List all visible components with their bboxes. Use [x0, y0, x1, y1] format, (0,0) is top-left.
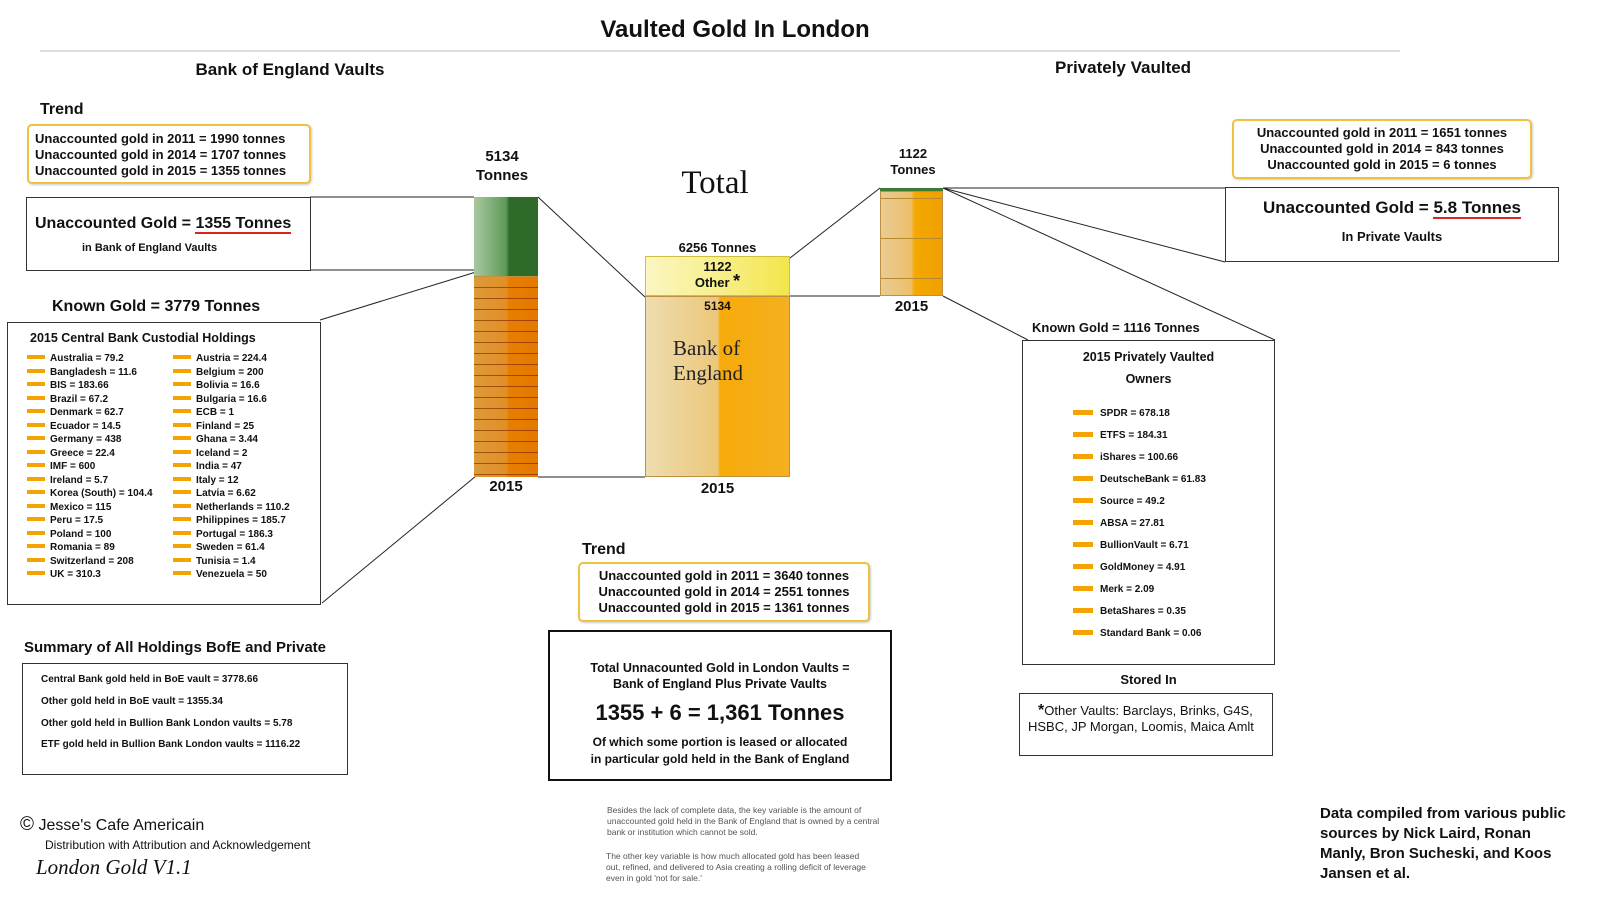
- boe-bar-top-label: 5134 Tonnes: [475, 148, 529, 184]
- holding-item: Brazil = 67.2: [27, 393, 153, 407]
- private-trend-2011: Unaccounted gold in 2011 = 1651 tonnes: [1256, 125, 1508, 140]
- legend-swatch-icon: [173, 571, 191, 575]
- legend-swatch-icon: [27, 409, 45, 413]
- legend-swatch-icon: [173, 450, 191, 454]
- holding-item: Korea (South) = 104.4: [27, 487, 153, 501]
- holding-item: Philippines = 185.7: [173, 514, 290, 528]
- total-box-formula: 1355 + 6 = 1,361 Tonnes: [595, 700, 845, 725]
- legend-swatch-icon: [173, 477, 191, 481]
- holding-item: Sweden = 61.4: [173, 541, 290, 555]
- private-unaccounted-sub: In Private Vaults: [1341, 229, 1443, 244]
- legend-swatch-icon: [1073, 454, 1093, 459]
- footnote-2: The other key variable is how much allocated gold has been leased out, refined, and delivered to Asia creating a rolling deficit of leverage even in gold 'not for sale.': [606, 851, 866, 883]
- legend-swatch-icon: [1073, 608, 1093, 613]
- holding-item: India = 47: [173, 460, 290, 474]
- summary-line-4: ETF gold held in Bullion Bank London vaults = 1116.22: [41, 739, 301, 750]
- private-bar-known-segment: [880, 191, 943, 296]
- legend-swatch-icon: [173, 463, 191, 467]
- legend-swatch-icon: [1073, 498, 1093, 503]
- legend-swatch-icon: [27, 504, 45, 508]
- page-title: Vaulted Gold In London: [600, 16, 870, 43]
- legend-swatch-icon: [27, 490, 45, 494]
- owner-item: iShares = 100.66: [1073, 447, 1206, 469]
- private-heading: Privately Vaulted: [1055, 58, 1192, 77]
- total-bar-year: 2015: [700, 480, 735, 497]
- holding-item: Portugal = 186.3: [173, 528, 290, 542]
- holding-item: Venezuela = 50: [173, 568, 290, 582]
- summary-box: [22, 663, 348, 775]
- boe-known-gold: Known Gold = 3779 Tonnes: [52, 298, 261, 315]
- total-bar-boe-segment: 5134 Bank of England: [645, 296, 790, 477]
- legend-swatch-icon: [27, 544, 45, 548]
- boe-unaccounted-value: 1355 Tonnes: [195, 215, 292, 232]
- total-unaccounted-box: [548, 630, 892, 781]
- holding-item: Ecuador = 14.5: [27, 420, 153, 434]
- holding-item: Poland = 100: [27, 528, 153, 542]
- owner-item: Source = 49.2: [1073, 491, 1206, 513]
- holding-item: IMF = 600: [27, 460, 153, 474]
- holding-item: Bulgaria = 16.6: [173, 393, 290, 407]
- holding-item: Denmark = 62.7: [27, 406, 153, 420]
- holding-item: Finland = 25: [173, 420, 290, 434]
- legend-swatch-icon: [173, 490, 191, 494]
- holding-item: Tunisia = 1.4: [173, 555, 290, 569]
- holding-item: Bolivia = 16.6: [173, 379, 290, 393]
- stored-asterisk-icon: *: [1038, 702, 1045, 719]
- legend-swatch-icon: [1073, 586, 1093, 591]
- copyright-icon: ©: [20, 814, 34, 835]
- legend-swatch-icon: [1073, 630, 1093, 635]
- legend-swatch-icon: [173, 531, 191, 535]
- private-known-gold: Known Gold = 1116 Tonnes: [1032, 320, 1200, 335]
- boe-unaccounted-prefix: Unaccounted Gold =: [35, 215, 196, 232]
- credit-name: Jesse's Cafe Americain: [38, 817, 205, 834]
- private-trend-2014: Unaccounted gold in 2014 = 843 tonnes: [1260, 141, 1504, 156]
- legend-swatch-icon: [27, 436, 45, 440]
- boe-heading: Bank of England Vaults: [195, 60, 385, 79]
- stored-in-box: [1019, 693, 1273, 756]
- summary-line-2: Other gold held in BoE vault = 1355.34: [41, 696, 223, 707]
- legend-swatch-icon: [173, 409, 191, 413]
- total-bar-other-segment: 1122 Other *: [645, 256, 790, 296]
- total-tonnes: 6256 Tonnes: [678, 240, 757, 255]
- private-owners-box: [1022, 340, 1275, 665]
- credit-distribution: Distribution with Attribution and Acknowledgement: [45, 838, 311, 852]
- summary-line-1: Central Bank gold held in BoE vault = 3778.66: [41, 674, 259, 685]
- stored-line-2: HSBC, JP Morgan, Loomis, Maica Amlt: [1028, 719, 1254, 734]
- holding-item: Netherlands = 110.2: [173, 501, 290, 515]
- private-unaccounted-box: [1225, 187, 1559, 262]
- boe-trend-label: Trend: [40, 101, 84, 118]
- owner-item: Standard Bank = 0.06: [1073, 623, 1206, 645]
- legend-swatch-icon: [1073, 542, 1093, 547]
- holding-item: Australia = 79.2: [27, 352, 153, 366]
- total-bar-other-label: Other: [694, 275, 730, 290]
- legend-swatch-icon: [1073, 476, 1093, 481]
- owner-item: BullionVault = 6.71: [1073, 535, 1206, 557]
- legend-swatch-icon: [1073, 520, 1093, 525]
- boe-holdings-col2: [173, 352, 290, 582]
- stored-in-label: Stored In: [1120, 672, 1177, 687]
- holding-item: Austria = 224.4: [173, 352, 290, 366]
- legend-swatch-icon: [173, 369, 191, 373]
- stored-line-1: Other Vaults: Barclays, Brinks, G4S,: [1044, 703, 1253, 718]
- holding-item: UK = 310.3: [27, 568, 153, 582]
- private-owners-list: [1073, 403, 1206, 645]
- legend-swatch-icon: [173, 355, 191, 359]
- boe-trend-2014: Unaccounted gold in 2014 = 1707 tonnes: [35, 147, 287, 162]
- legend-swatch-icon: [27, 517, 45, 521]
- boe-bar-year: 2015: [489, 478, 523, 495]
- summary-line-3: Other gold held in Bullion Bank London vaults = 5.78: [41, 718, 293, 729]
- owner-item: DeutscheBank = 61.83: [1073, 469, 1206, 491]
- private-unaccounted-prefix: Unaccounted Gold =: [1262, 198, 1434, 217]
- center-trend-box: [578, 562, 870, 622]
- legend-swatch-icon: [27, 450, 45, 454]
- holding-item: ECB = 1: [173, 406, 290, 420]
- legend-swatch-icon: [27, 531, 45, 535]
- owner-item: GoldMoney = 4.91: [1073, 557, 1206, 579]
- legend-swatch-icon: [173, 436, 191, 440]
- boe-trend-2015: Unaccounted gold in 2015 = 1355 tonnes: [35, 163, 287, 178]
- center-trend-2014: Unaccounted gold in 2014 = 2551 tonnes: [598, 584, 850, 599]
- holding-item: Bangladesh = 11.6: [27, 366, 153, 380]
- legend-swatch-icon: [27, 369, 45, 373]
- legend-swatch-icon: [173, 396, 191, 400]
- boe-holdings-title: 2015 Central Bank Custodial Holdings: [30, 331, 256, 345]
- owner-item: SPDR = 678.18: [1073, 403, 1206, 425]
- total-bar-boe-label: Bank of England: [673, 336, 743, 385]
- center-trend-label: Trend: [582, 541, 626, 558]
- legend-swatch-icon: [1073, 564, 1093, 569]
- legend-swatch-icon: [173, 558, 191, 562]
- private-owners-title: 2015 Privately Vaulted Owners: [1082, 350, 1215, 386]
- summary-heading: Summary of All Holdings BofE and Private: [24, 639, 326, 656]
- boe-bar-unaccounted-segment: [474, 197, 538, 276]
- boe-holdings-col1: [27, 352, 153, 582]
- owner-item: ABSA = 27.81: [1073, 513, 1206, 535]
- owner-item: BetaShares = 0.35: [1073, 601, 1206, 623]
- center-trend-2015: Unaccounted gold in 2015 = 1361 tonnes: [598, 600, 850, 615]
- boe-unaccounted-box: [26, 197, 311, 271]
- total-label: Total: [681, 165, 749, 201]
- holding-item: Germany = 438: [27, 433, 153, 447]
- owner-item: Merk = 2.09: [1073, 579, 1206, 601]
- legend-swatch-icon: [27, 396, 45, 400]
- legend-swatch-icon: [173, 517, 191, 521]
- boe-trend-2011: Unaccounted gold in 2011 = 1990 tonnes: [35, 131, 286, 146]
- legend-swatch-icon: [1073, 432, 1093, 437]
- holding-item: Mexico = 115: [27, 501, 153, 515]
- legend-swatch-icon: [27, 355, 45, 359]
- holding-item: Italy = 12: [173, 474, 290, 488]
- holding-item: Romania = 89: [27, 541, 153, 555]
- legend-swatch-icon: [173, 382, 191, 386]
- holding-item: Greece = 22.4: [27, 447, 153, 461]
- legend-swatch-icon: [27, 382, 45, 386]
- boe-unaccounted-sub: in Bank of England Vaults: [82, 242, 218, 254]
- boe-trend-box: [27, 124, 311, 184]
- owner-item: ETFS = 184.31: [1073, 425, 1206, 447]
- asterisk-icon: *: [733, 271, 741, 291]
- holding-item: Ireland = 5.7: [27, 474, 153, 488]
- holding-item: Belgium = 200: [173, 366, 290, 380]
- legend-swatch-icon: [27, 558, 45, 562]
- legend-swatch-icon: [173, 544, 191, 548]
- center-trend-2011: Unaccounted gold in 2011 = 3640 tonnes: [598, 568, 850, 583]
- legend-swatch-icon: [27, 477, 45, 481]
- credit-version: London Gold V1.1: [36, 855, 192, 879]
- legend-swatch-icon: [173, 504, 191, 508]
- boe-holdings-box: [7, 322, 321, 605]
- total-box-note: Of which some portion is leased or allocated in particular gold held in the Bank of England: [590, 735, 850, 766]
- holding-item: Peru = 17.5: [27, 514, 153, 528]
- total-box-heading: Total Unnacounted Gold in London Vaults = Bank of England Plus Private Vaults: [590, 661, 850, 691]
- boe-bar-known-segment: [474, 276, 538, 477]
- holding-item: Switzerland = 208: [27, 555, 153, 569]
- holding-item: Iceland = 2: [173, 447, 290, 461]
- holding-item: BIS = 183.66: [27, 379, 153, 393]
- private-bar-year: 2015: [894, 298, 929, 315]
- footnote-1: Besides the lack of complete data, the key variable is the amount of unaccounted gold held in the Bank of England that is owned by a central bank or institution which cannot be sold.: [607, 805, 880, 837]
- legend-swatch-icon: [27, 423, 45, 427]
- private-trend-2015: Unaccounted gold in 2015 = 6 tonnes: [1267, 157, 1497, 172]
- private-unaccounted-value: 5.8 Tonnes: [1433, 198, 1522, 217]
- legend-swatch-icon: [173, 423, 191, 427]
- holding-item: Ghana = 3.44: [173, 433, 290, 447]
- private-bar-top-label: 1122 Tonnes: [890, 146, 936, 177]
- credit-line: [20, 814, 204, 836]
- private-trend-box: [1232, 119, 1532, 179]
- legend-swatch-icon: [27, 463, 45, 467]
- legend-swatch-icon: [1073, 410, 1093, 415]
- legend-swatch-icon: [27, 571, 45, 575]
- holding-item: Latvia = 6.62: [173, 487, 290, 501]
- sources-credit: Data compiled from various public sources by Nick Laird, Ronan Manly, Bron Sucheski, and Koos Jansen et al.: [1320, 805, 1566, 882]
